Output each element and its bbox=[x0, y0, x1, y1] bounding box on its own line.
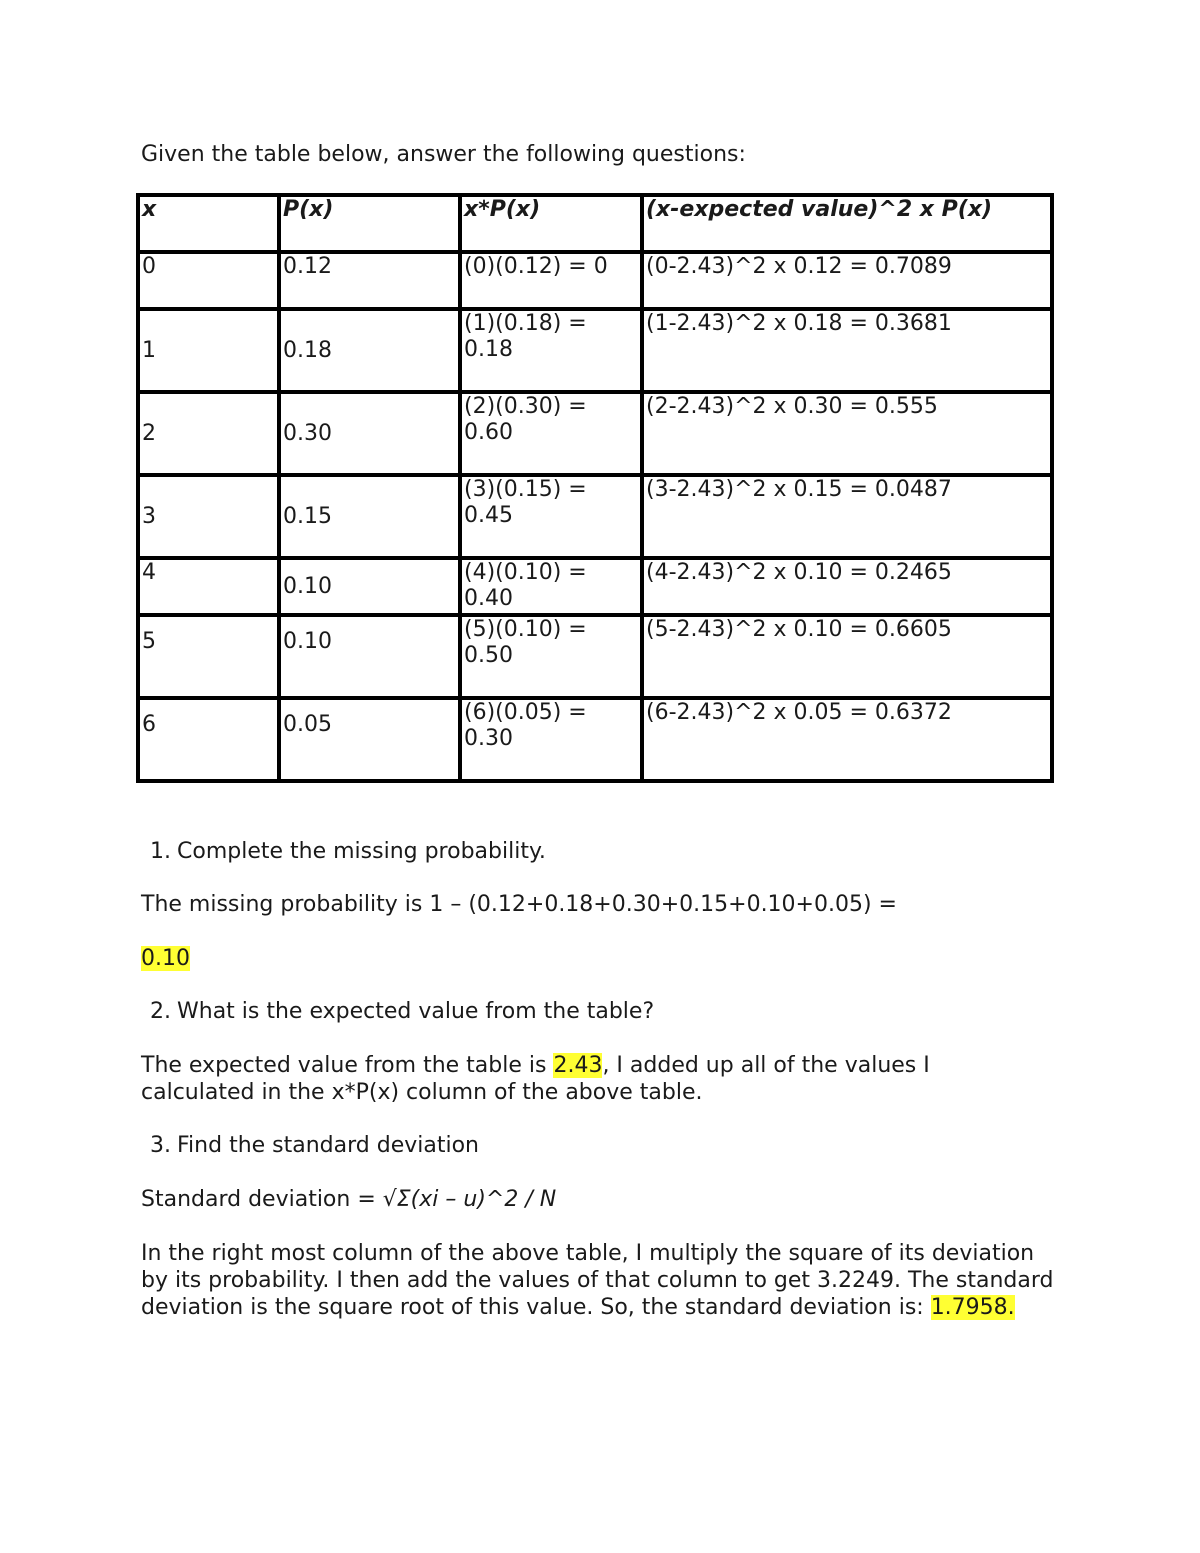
cell-x: 2 bbox=[138, 392, 279, 475]
intro-text: Given the table below, answer the following questions: bbox=[141, 142, 746, 167]
cell-xp: (2)(0.30) = 0.60 bbox=[460, 392, 642, 475]
cell-xp: (4)(0.10) = 0.40 bbox=[460, 558, 642, 615]
cell-xp: (0)(0.12) = 0 bbox=[460, 252, 642, 309]
table-row bbox=[138, 615, 1052, 698]
question-number: 3. bbox=[150, 1133, 171, 1158]
table-row bbox=[138, 475, 1052, 558]
table-row bbox=[138, 558, 1052, 615]
cell-dev: (6-2.43)^2 x 0.05 = 0.6372 bbox=[642, 698, 1052, 781]
cell-p: 0.15 bbox=[279, 475, 460, 558]
answer-2-paragraph bbox=[141, 1052, 961, 1106]
answer-1-text: The missing probability is 1 – (0.12+0.18+0.30+0.15+0.10+0.05) = bbox=[141, 892, 897, 917]
formula-line bbox=[141, 1186, 1071, 1213]
question-number: 1. bbox=[150, 839, 171, 864]
cell-x: 0 bbox=[138, 252, 279, 309]
answer-3-paragraph bbox=[141, 1240, 1066, 1321]
cell-x: 6 bbox=[138, 698, 279, 781]
table-row bbox=[138, 392, 1052, 475]
header-deviation: (x-expected value)^2 x P(x) bbox=[642, 195, 1052, 252]
formula-label: Standard deviation = bbox=[141, 1187, 383, 1212]
cell-p: 0.10 bbox=[279, 615, 460, 698]
cell-dev: (1-2.43)^2 x 0.18 = 0.3681 bbox=[642, 309, 1052, 392]
cell-xp: (5)(0.10) = 0.50 bbox=[460, 615, 642, 698]
question-text: What is the expected value from the table? bbox=[177, 999, 655, 1024]
probability-table bbox=[136, 193, 1054, 783]
answer-2-value: 2.43 bbox=[553, 1053, 603, 1078]
cell-dev: (4-2.43)^2 x 0.10 = 0.2465 bbox=[642, 558, 1052, 615]
cell-dev: (3-2.43)^2 x 0.15 = 0.0487 bbox=[642, 475, 1052, 558]
cell-x: 4 bbox=[138, 558, 279, 615]
question-2 bbox=[135, 998, 654, 1025]
answer-1-value: 0.10 bbox=[141, 946, 190, 971]
table-row bbox=[138, 309, 1052, 392]
cell-p: 0.10 bbox=[279, 558, 460, 615]
cell-dev: (2-2.43)^2 x 0.30 = 0.555 bbox=[642, 392, 1052, 475]
table-header-row bbox=[138, 195, 1052, 252]
question-1 bbox=[135, 838, 546, 865]
cell-dev: (5-2.43)^2 x 0.10 = 0.6605 bbox=[642, 615, 1052, 698]
table-row bbox=[138, 252, 1052, 309]
question-text: Complete the missing probability. bbox=[177, 839, 546, 864]
cell-p: 0.05 bbox=[279, 698, 460, 781]
answer-2-after: , I added up all of the values I calculated in the x*P(x) column of the above table. bbox=[141, 1053, 930, 1105]
answer-3-text: In the right most column of the above table, I multiply the square of its deviation by its probability. I then add the values of that column to get 3.2249. The standard deviation is the square root of this value. So, the standard deviation is: bbox=[141, 1241, 1054, 1320]
formula-expression: √Σ(xi – u)^2 / N bbox=[382, 1187, 557, 1212]
header-xpx: x*P(x) bbox=[460, 195, 642, 252]
answer-2-before: The expected value from the table is bbox=[141, 1053, 554, 1078]
cell-xp: (6)(0.05) = 0.30 bbox=[460, 698, 642, 781]
cell-x: 5 bbox=[138, 615, 279, 698]
header-px: P(x) bbox=[279, 195, 460, 252]
question-text: Find the standard deviation bbox=[177, 1133, 479, 1158]
header-x: x bbox=[138, 195, 279, 252]
cell-xp: (1)(0.18) = 0.18 bbox=[460, 309, 642, 392]
cell-p: 0.30 bbox=[279, 392, 460, 475]
cell-xp: (3)(0.15) = 0.45 bbox=[460, 475, 642, 558]
cell-p: 0.12 bbox=[279, 252, 460, 309]
table-row bbox=[138, 698, 1052, 781]
question-3 bbox=[135, 1132, 479, 1159]
cell-p: 0.18 bbox=[279, 309, 460, 392]
answer-3-value: 1.7958. bbox=[930, 1295, 1015, 1320]
cell-x: 1 bbox=[138, 309, 279, 392]
cell-dev: (0-2.43)^2 x 0.12 = 0.7089 bbox=[642, 252, 1052, 309]
answer-1-value-line bbox=[141, 945, 1071, 972]
cell-x: 3 bbox=[138, 475, 279, 558]
question-number: 2. bbox=[150, 999, 171, 1024]
